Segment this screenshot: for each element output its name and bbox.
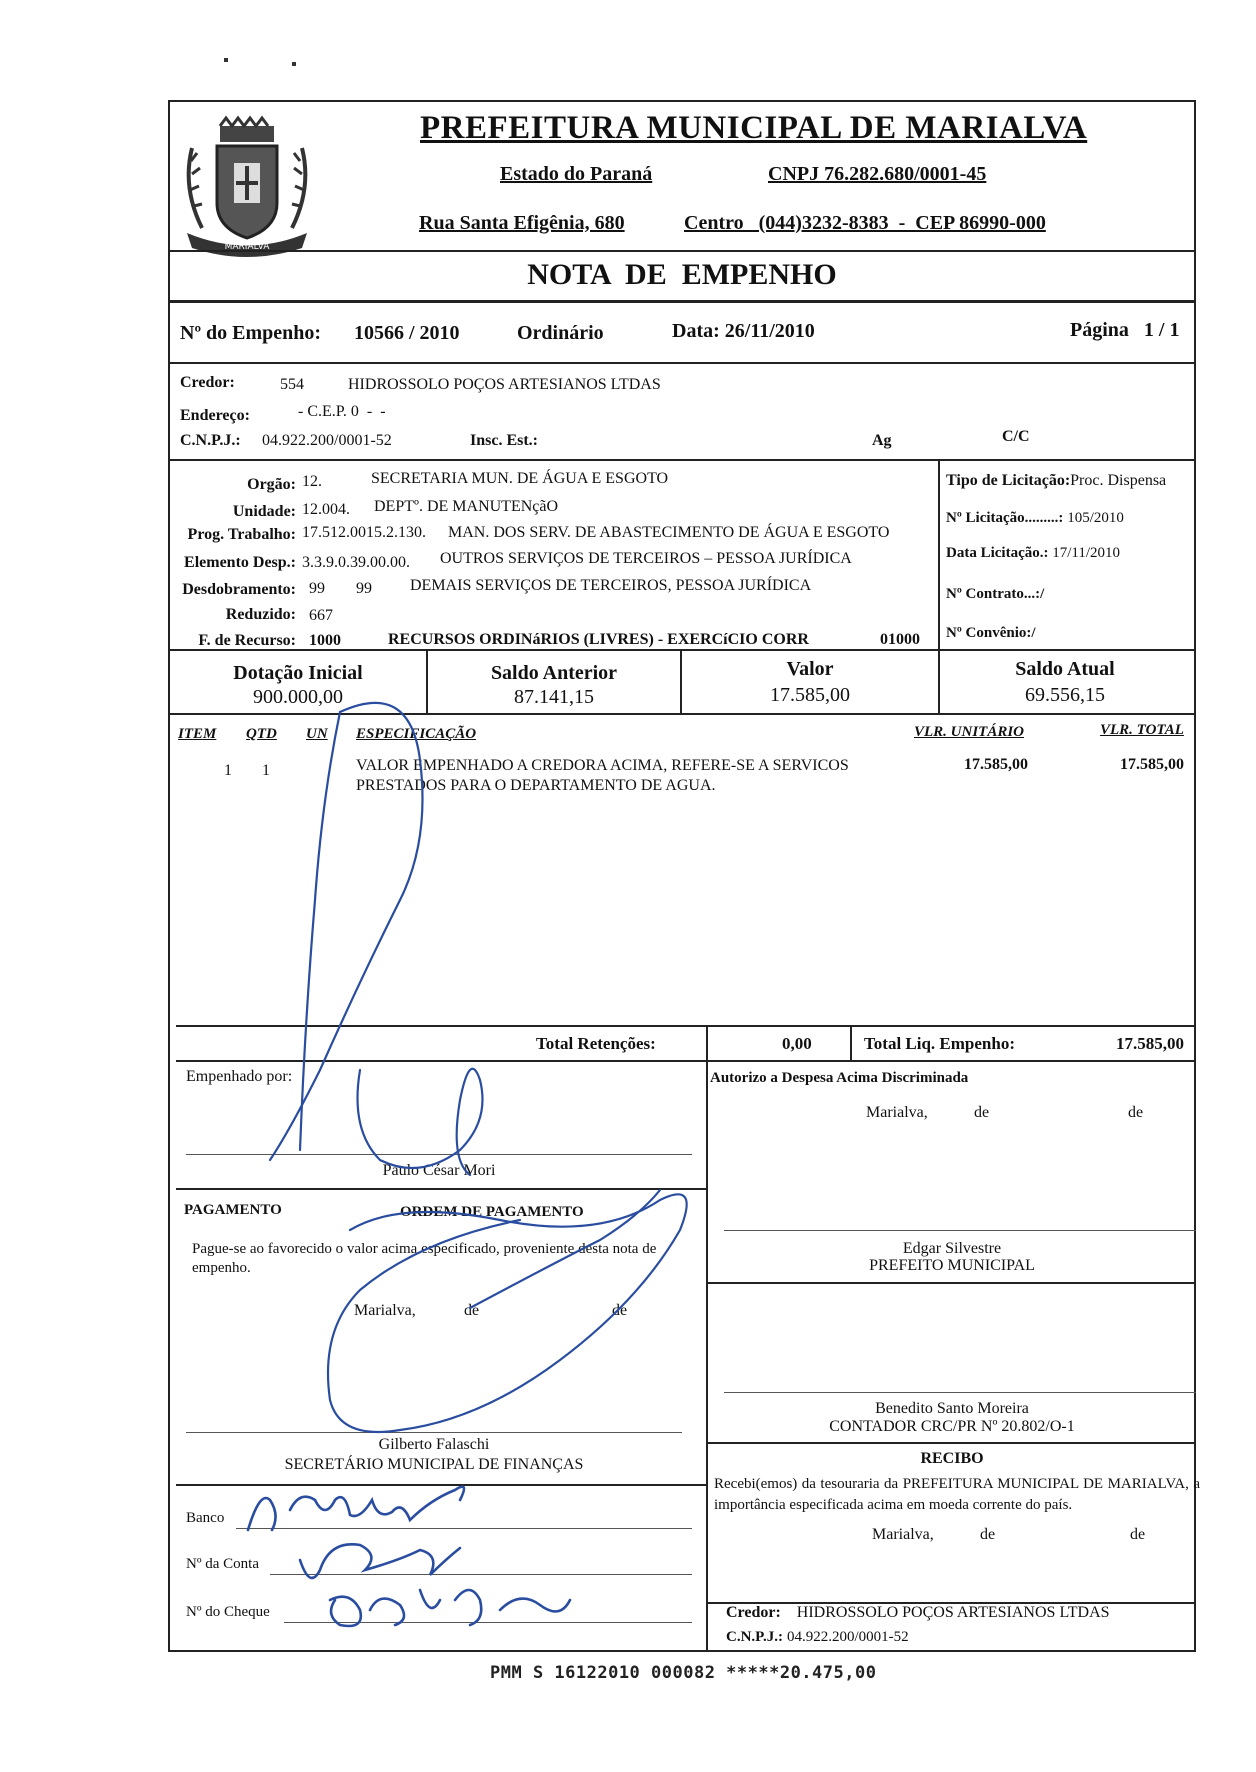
orgao-label: Orgão: [247, 476, 296, 493]
desdobramento-code-1: 99 [309, 580, 325, 597]
data-licitacao-label: Data Licitação.: [946, 545, 1049, 561]
col-qtd-header: QTD [246, 726, 277, 742]
credor-code: 554 [280, 376, 304, 393]
secretario-title: SECRETÁRIO MUNICIPAL DE FINANÇAS [284, 1456, 584, 1473]
page-number: Página 1 / 1 [1070, 319, 1180, 341]
data-licitacao [946, 545, 1120, 562]
col-vlr-total-header: VLR. TOTAL [1100, 722, 1184, 738]
cheque-label: Nº do Cheque [186, 1604, 270, 1620]
col-vlr-unit-header: VLR. UNITÁRIO [914, 724, 1025, 740]
insc-est-label: Insc. Est.: [470, 432, 539, 449]
reduzido-code: 667 [309, 607, 333, 624]
empenho-number: 10566 / 2010 [354, 322, 460, 344]
cnpj-header: CNPJ 76.282.680/0001-45 [768, 163, 987, 185]
saldo-atual-label: Saldo Atual [1015, 658, 1115, 680]
ordem-pagamento-label: ORDEM DE PAGAMENTO [400, 1204, 584, 1220]
row-spec: VALOR EMPENHADO A CREDORA ACIMA, REFERE-SE A SERVICOS PRESTADOS PARA O DEPARTAMENTO DE AGUA. [356, 757, 849, 794]
row-item: 1 [224, 762, 232, 779]
conta-label: Nº da Conta [186, 1556, 259, 1572]
scan-mark [224, 58, 228, 62]
recibo-text: Recebi(emos) da tesouraria da PREFEITURA MUNICIPAL DE MARIALVA, a importância especificada acima em moeda corrente do país. [714, 1476, 1200, 1513]
ag-label: Ag [872, 432, 892, 449]
unidade-name: DEPTº. DE MANUTENçãO [374, 498, 559, 515]
address-street: Rua Santa Efigênia, 680 [419, 212, 625, 234]
recurso-name: RECURSOS ORDINáRIOS (LIVRES) - EXERCíCIO CORR [388, 631, 809, 648]
recibo-cnpj [726, 1628, 909, 1646]
elemento-label: Elemento Desp.: [184, 554, 296, 571]
recurso-code-2: 01000 [880, 631, 920, 648]
recibo-city: Marialva, [872, 1526, 934, 1543]
recurso-code: 1000 [309, 632, 341, 649]
retencoes-label: Total Retenções: [536, 1034, 656, 1053]
address-rest: Centro (044)3232-8383 - CEP 86990-000 [684, 212, 1046, 234]
saldo-anterior-label: Saldo Anterior [490, 662, 618, 684]
pagamento-city: Marialva, [354, 1302, 416, 1319]
recibo-de-2: de [1130, 1526, 1146, 1543]
valor-value: 17.585,00 [770, 684, 850, 706]
row-vlr-unit: 17.585,00 [964, 756, 1028, 773]
row-vlr-total: 17.585,00 [1120, 756, 1184, 773]
prefeito-name: Edgar Silvestre [902, 1240, 1002, 1257]
recibo-cnpj-value: 04.922.200/0001-52 [786, 1629, 909, 1645]
tipo-licitacao [946, 472, 1166, 490]
scan-mark [292, 62, 296, 66]
liq-value: 17.585,00 [1116, 1034, 1184, 1053]
prog-name: MAN. DOS SERV. DE ABASTECIMENTO DE ÁGUA E ESGOTO [448, 524, 890, 541]
autorizo-city: Marialva, [866, 1104, 928, 1121]
saldo-anterior-value: 87.141,15 [514, 686, 594, 708]
reduzido-label: Reduzido: [225, 606, 296, 623]
orgao-code: 12. [302, 473, 322, 490]
convenio-label: Nº Convênio:/ [946, 625, 1036, 641]
contrato-label: Nº Contrato...:/ [946, 586, 1045, 602]
col-spec-header: ESPECIFICAÇÃO [356, 726, 477, 742]
autorizo-de-2: de [1128, 1104, 1144, 1121]
cc-label: C/C [1002, 428, 1030, 445]
empenhado-label: Empenhado por: [186, 1068, 293, 1085]
recibo-label: RECIBO [920, 1450, 984, 1467]
saldo-atual-value: 69.556,15 [1025, 684, 1105, 706]
numero-licitacao [946, 510, 1124, 527]
desdobramento-label: Desdobramento: [182, 581, 296, 598]
autorizo-label: Autorizo a Despesa Acima Discriminada [710, 1070, 969, 1086]
conta-line [270, 1574, 692, 1575]
numero-licitacao-label: Nº Licitação.........: [946, 510, 1064, 526]
ordem-text: Pague-se ao favorecido o valor acima especificado, proveniente desta nota de empenho. [192, 1241, 657, 1276]
bank-authentication-stamp: PMM S 16122010 000082 *****20.475,00 [490, 1663, 877, 1683]
retencoes-value: 0,00 [782, 1034, 812, 1053]
svg-text:MARIALVA: MARIALVA [224, 242, 270, 252]
recurso-label: F. de Recurso: [198, 632, 296, 649]
credor-address: - C.E.P. 0 - - [298, 403, 386, 420]
recibo-de-1: de [980, 1526, 996, 1543]
contador-title: CONTADOR CRC/PR Nº 20.802/O-1 [829, 1418, 1075, 1435]
elemento-code: 3.3.9.0.39.00.00. [302, 554, 410, 571]
data-licitacao-value: 17/11/2010 [1052, 545, 1121, 561]
prefeito-title: PREFEITO MUNICIPAL [869, 1257, 1035, 1274]
recibo-credor-label: Credor: [726, 1604, 781, 1621]
tipo-licitacao-label: Tipo de Licitação: [946, 472, 1071, 489]
empenho-date: Data: 26/11/2010 [672, 320, 815, 342]
autorizo-de-1: de [974, 1104, 990, 1121]
recibo-cnpj-label: C.N.P.J.: [726, 1629, 783, 1645]
unidade-label: Unidade: [232, 503, 296, 520]
municipality-title: PREFEITURA MUNICIPAL DE MARIALVA [420, 110, 1088, 146]
secretario-name: Gilberto Falaschi [378, 1436, 490, 1453]
prog-label: Prog. Trabalho: [187, 526, 296, 543]
desdobramento-code-2: 99 [356, 580, 372, 597]
recibo-credor [726, 1604, 1110, 1622]
pagamento-de-1: de [464, 1302, 480, 1319]
prog-code: 17.512.0015.2.130. [302, 524, 426, 541]
document-title: NOTA DE EMPENHO [527, 258, 837, 291]
address-label: Endereço: [180, 407, 250, 424]
pagamento-label: PAGAMENTO [184, 1202, 282, 1218]
col-un-header: UN [306, 726, 328, 742]
col-item-header: ITEM [178, 726, 217, 742]
empenhado-name: Paulo César Mori [382, 1162, 496, 1179]
cnpj-label: C.N.P.J.: [180, 432, 241, 449]
numero-licitacao-value: 105/2010 [1067, 510, 1124, 526]
empenho-number-label: Nº do Empenho: [180, 322, 322, 344]
credor-label: Credor: [180, 374, 235, 391]
credor-name: HIDROSSOLO POÇOS ARTESIANOS LTDAS [348, 376, 661, 393]
banco-line [236, 1528, 692, 1529]
liq-label: Total Liq. Empenho: [864, 1034, 1015, 1053]
pagamento-de-2: de [612, 1302, 628, 1319]
state-name: Estado do Paraná [500, 163, 653, 185]
row-qtd: 1 [262, 762, 270, 779]
dotacao-value: 900.000,00 [253, 686, 343, 708]
unidade-code: 12.004. [302, 501, 350, 518]
credor-cnpj: 04.922.200/0001-52 [262, 432, 392, 449]
tipo-licitacao-value: Proc. Dispensa [1070, 472, 1167, 489]
coat-of-arms-icon [172, 108, 322, 258]
elemento-name: OUTROS SERVIÇOS DE TERCEIROS – PESSOA JURÍDICA [440, 550, 852, 567]
cheque-line [284, 1622, 692, 1623]
desdobramento-name: DEMAIS SERVIÇOS DE TERCEIROS, PESSOA JURÍDICA [410, 577, 812, 594]
banco-label: Banco [186, 1510, 225, 1526]
recibo-credor-name: HIDROSSOLO POÇOS ARTESIANOS LTDAS [796, 1604, 1110, 1621]
orgao-name: SECRETARIA MUN. DE ÁGUA E ESGOTO [371, 470, 669, 487]
valor-label: Valor [786, 658, 834, 680]
dotacao-label: Dotação Inicial [233, 662, 363, 684]
empenho-type: Ordinário [517, 322, 604, 344]
contador-name: Benedito Santo Moreira [875, 1400, 1029, 1417]
